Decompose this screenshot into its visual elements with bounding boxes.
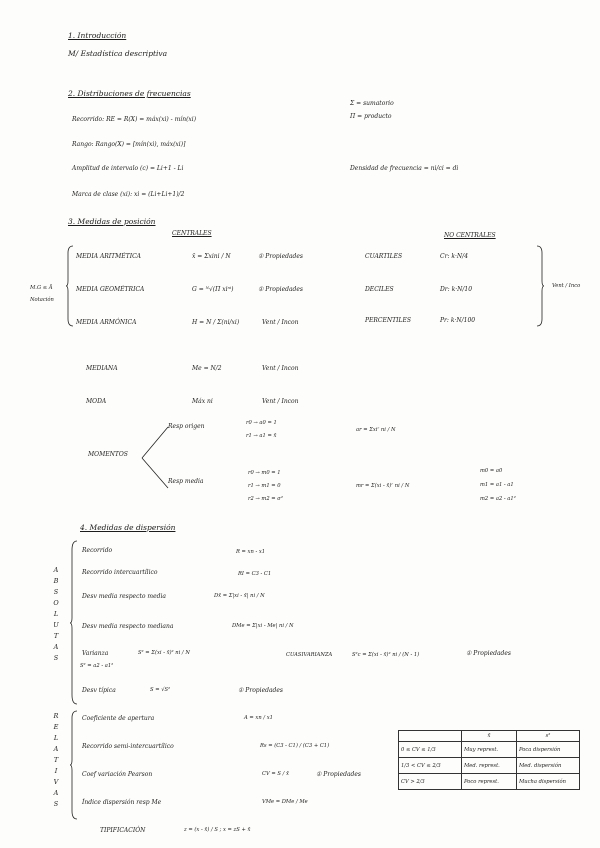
mga-note: M.G ≤ Ā <box>30 285 53 291</box>
desv-tipica-formula: S = √S² <box>150 687 171 693</box>
tipificacion-label: TIPIFICACIÓN <box>100 827 146 834</box>
notacion-note: Notación <box>30 297 54 303</box>
section-4-title: 4. Medidas de dispersión <box>80 523 176 532</box>
desv-media-label: Desv media respecto media <box>82 593 166 600</box>
table-header-cell: s² <box>517 731 580 742</box>
resp-origen-label: Resp origen <box>168 423 205 430</box>
percentiles-label: PERCENTILES <box>365 317 412 324</box>
propiedades-3: ① Propiedades <box>466 650 512 657</box>
table-cell: 0 ≤ CV ≤ 1/3 <box>399 742 462 758</box>
cuasivarianza-label: CUASIVARIANZA <box>286 652 333 658</box>
absolutas-letter: O <box>53 599 59 607</box>
rec-semi-label: Recorrido semi-intercuartílico <box>82 743 174 750</box>
table-row <box>399 758 580 774</box>
varianza-formula: S² = Σ(xi - x̄)² ni / N <box>138 650 190 656</box>
table-header-cell: x̄ <box>462 731 517 742</box>
propiedades-2: ① Propiedades <box>258 286 304 293</box>
absolutas-letter: A <box>53 566 59 574</box>
resp-media-r0: r0 → m0 = 1 <box>248 470 281 476</box>
relativas-letter: E <box>53 723 59 731</box>
absolutas-letter: A <box>53 643 59 651</box>
table-cell: Mucha dispersión <box>517 774 580 790</box>
media-aritmetica-label: MEDIA ARITMÉTICA <box>76 253 141 260</box>
section-2-title: 2. Distribuciones de frecuencias <box>68 89 191 98</box>
absolutas-letter: U <box>53 621 59 629</box>
pi-note: Π = producto <box>350 113 392 120</box>
propiedades-1: ① Propiedades <box>258 253 304 260</box>
percentiles-formula: Pr: k·N/100 <box>440 317 476 324</box>
marca-line: Marca de clase (xi): xi = (Li+Li+1)/2 <box>72 191 185 198</box>
indice-formula: VMe = DMe / Me <box>262 799 308 805</box>
moment-relation-1: m0 = a0 <box>480 468 503 474</box>
rec-semi-formula: Rs = (C3 - C1) / (C3 + C1) <box>260 743 330 749</box>
no-centrales-brace <box>536 245 544 327</box>
tipificacion-formula: z = (x - x̄) / S ; x = zS + x̄ <box>184 827 251 833</box>
coef-apertura-formula: A = xn / x1 <box>244 715 273 721</box>
table-cell: Muy represt. <box>462 742 517 758</box>
momentos-branches <box>140 425 170 490</box>
cv-interpretation-table <box>398 730 580 790</box>
absolutas-letter: S <box>53 654 59 662</box>
relativas-letter: V <box>53 778 59 786</box>
table-cell: Med. represt. <box>462 758 517 774</box>
ventajas-1: Vent / Incon <box>262 319 299 326</box>
table-cell: Med. dispersión <box>517 758 580 774</box>
resp-media-formula: mr = Σ(xi - x̄)ʳ ni / N <box>356 483 410 489</box>
resp-media-r2: r2 → m2 = σ² <box>248 496 283 502</box>
ventajas-right: Vent / Inco <box>552 283 581 289</box>
recorrido-disp-formula: R = xn - x1 <box>236 549 266 555</box>
table-header-cell <box>399 731 462 742</box>
densidad-line: Densidad de frecuencia = ni/ci = di <box>350 165 459 172</box>
indice-label: Índice dispersión resp Me <box>82 799 162 806</box>
rec-intercuartilico-formula: RI = C3 - C1 <box>238 571 272 577</box>
rango-line: Rango: Rango(X) = [mín(xi), máx(xi)] <box>72 141 186 148</box>
resp-origen-formula: ar = Σxiʳ ni / N <box>356 427 396 433</box>
table-header-row <box>399 731 580 742</box>
relativas-letter: R <box>53 712 59 720</box>
relativas-letter: S <box>53 800 59 808</box>
sigma-note: Σ = sumatorio <box>350 100 394 107</box>
varianza-label: Varianza <box>82 650 109 657</box>
ventajas-3: Vent / Incon <box>262 398 299 405</box>
coef-pearson-label: Coef variación Pearson <box>82 771 153 778</box>
relativas-letter: T <box>53 756 59 764</box>
desv-mediana-label: Desv media respecto mediana <box>82 623 174 630</box>
relativas-brace <box>70 710 78 820</box>
varianza-alt: S² = a2 - a1² <box>80 663 114 669</box>
centrales-brace <box>66 245 74 327</box>
ventajas-2: Vent / Incon <box>262 365 299 372</box>
moda-label: MODA <box>86 398 107 405</box>
absolutas-brace <box>70 540 78 705</box>
section-3-title: 3. Medidas de posición <box>68 217 156 226</box>
propiedades-5: ① Propiedades <box>316 771 362 778</box>
mediana-formula: Me = N/2 <box>192 365 222 372</box>
relativas-letter: A <box>53 789 59 797</box>
relativas-letter: I <box>54 767 58 775</box>
desv-media-formula: Dx̄ = Σ|xi - x̄| ni / N <box>214 593 265 599</box>
table-row <box>399 742 580 758</box>
momentos-label: MOMENTOS <box>88 451 128 458</box>
coef-apertura-label: Coeficiente de apertura <box>82 715 155 722</box>
deciles-formula: Dr: k·N/10 <box>440 286 473 293</box>
cuartiles-formula: Cr: k·N/4 <box>440 253 469 260</box>
absolutas-letter: L <box>53 610 59 618</box>
propiedades-4: ① Propiedades <box>238 687 284 694</box>
centrales-heading: CENTRALES <box>172 230 212 237</box>
table-cell: 1/3 < CV ≤ 2/3 <box>399 758 462 774</box>
resp-origen-r1: r1 → a1 = x̄ <box>246 433 277 439</box>
resp-origen-r0: r0 → a0 = 1 <box>246 420 277 426</box>
table-cell: Poco represt. <box>462 774 517 790</box>
media-geometrica-label: MEDIA GEOMÉTRICA <box>76 286 145 293</box>
table-row <box>399 774 580 790</box>
resp-media-r1: r1 → m1 = 0 <box>248 483 281 489</box>
resp-media-label: Resp media <box>168 478 204 485</box>
section-1-title: 1. Introducción <box>68 31 127 40</box>
table-cell: Poca dispersión <box>517 742 580 758</box>
media-armonica-formula: H = N / Σ(ni/xi) <box>192 319 240 326</box>
section-1-line: M/ Estadística descriptiva <box>68 49 168 58</box>
amplitud-line: Amplitud de intervalo (c) = Li+1 - Li <box>72 165 184 172</box>
media-armonica-label: MEDIA ARMÓNICA <box>76 319 137 326</box>
cuasivarianza-formula: S²c = Σ(xi - x̄)² ni / (N - 1) <box>352 652 420 658</box>
moda-formula: Máx ni <box>192 398 213 405</box>
coef-pearson-formula: CV = S / x̄ <box>262 771 289 777</box>
relativas-letter: A <box>53 745 59 753</box>
absolutas-letter: T <box>53 632 59 640</box>
moment-relation-3: m2 = a2 - a1² <box>480 496 516 502</box>
cuartiles-label: CUARTILES <box>365 253 403 260</box>
rec-intercuartilico-label: Recorrido intercuartílico <box>82 569 158 576</box>
table-cell: CV > 2/3 <box>399 774 462 790</box>
absolutas-letter: B <box>53 577 59 585</box>
desv-tipica-label: Desv típica <box>82 687 116 694</box>
absolutas-letter: S <box>53 588 59 596</box>
mediana-label: MEDIANA <box>86 365 118 372</box>
media-geometrica-formula: G = ᴺ√(Π xiⁿⁱ) <box>192 286 234 293</box>
moment-relation-2: m1 = a1 - a1 <box>480 482 514 488</box>
no-centrales-heading: NO CENTRALES <box>444 232 496 239</box>
deciles-label: DECILES <box>365 286 394 293</box>
media-aritmetica-formula: x̄ = Σxini / N <box>192 253 231 260</box>
recorrido-line: Recorrido: RE = R(X) = máx(xi) - mín(xi) <box>72 116 197 123</box>
relativas-letter: L <box>53 734 59 742</box>
desv-mediana-formula: DMe = Σ|xi - Me| ni / N <box>232 623 294 629</box>
recorrido-disp-label: Recorrido <box>82 547 113 554</box>
